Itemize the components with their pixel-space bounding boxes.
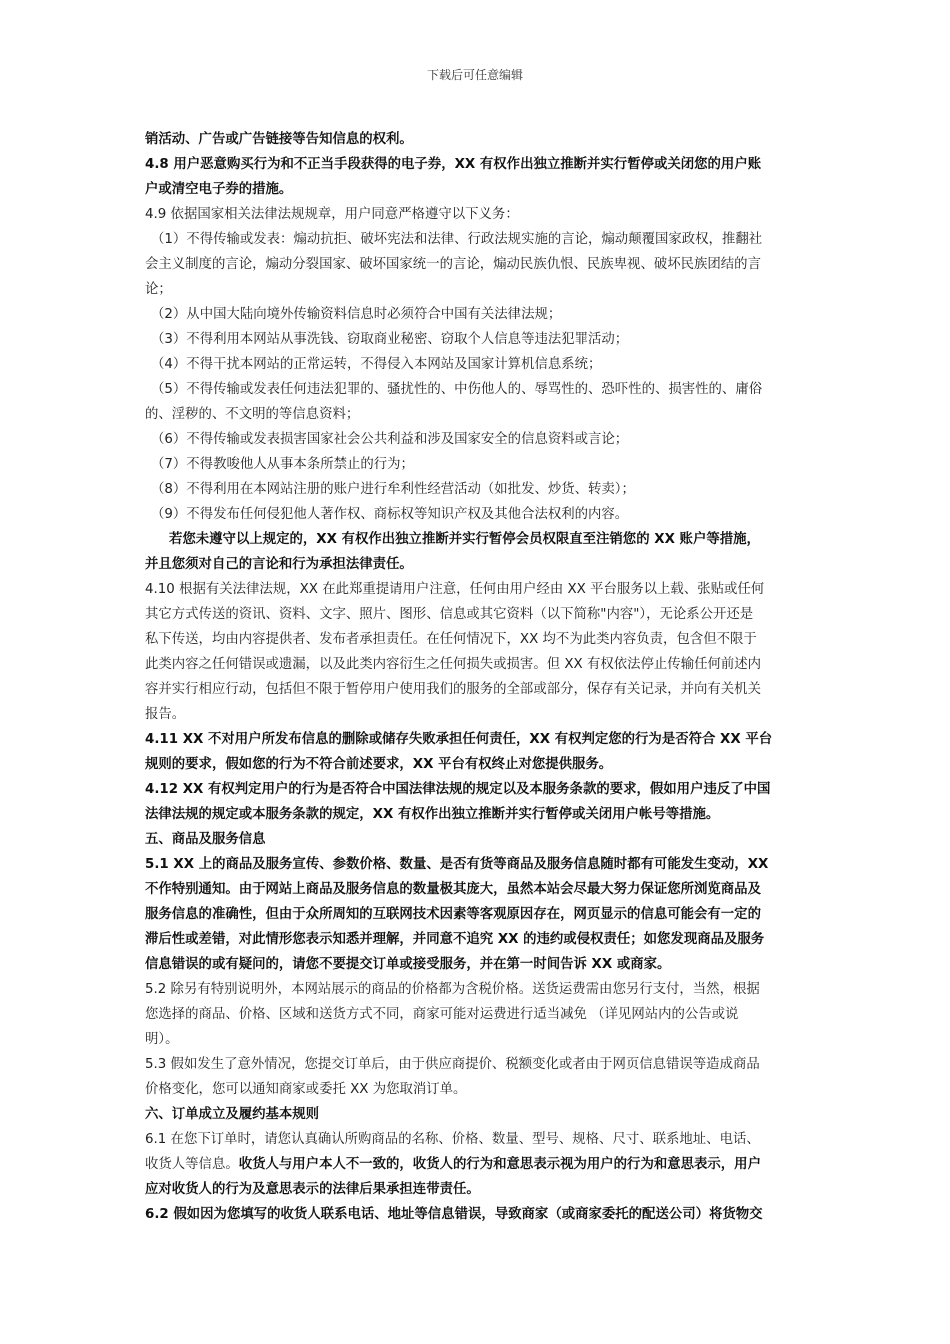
text-line [145, 302, 810, 327]
text-line [145, 752, 810, 777]
text-line [145, 477, 810, 502]
line-text: 应对收货人的行为及意思表示的法律后果承担连带责任。 [145, 1182, 480, 1197]
line-text: 明）。 [145, 1032, 179, 1047]
line-text: 论； [145, 282, 172, 297]
line-text: 6.2 假如因为您填写的收货人联系电话、地址等信息错误，导致商家（或商家委托的配送公司）将货物交 [145, 1207, 763, 1222]
line-text: 私下传送，均由内容提供者、发布者承担责任。在任何情况下，XX 均不为此类内容负责，包含但不限于 [145, 632, 757, 647]
text-line [145, 802, 810, 827]
text-line [145, 1002, 810, 1027]
line-text: 报告。 [145, 707, 186, 722]
line-text: 4.12 XX 有权判定用户的行为是否符合中国法律法规的规定以及本服务条款的要求，假如用户违反了中国 [145, 782, 771, 797]
text-line [145, 1077, 810, 1102]
line-text: 其它方式传送的资讯、资料、文字、照片、图形、信息或其它资料（以下简称"内容"），无论系公开还是 [145, 607, 754, 622]
text-line [145, 827, 810, 852]
text-line [145, 952, 810, 977]
text-line [145, 577, 810, 602]
text-line [145, 852, 810, 877]
line-text: 会主义制度的言论，煽动分裂国家、破坏国家统一的言论，煽动民族仇恨、民族卑视、破坏民族团结的言 [145, 257, 761, 272]
line-text: 容并实行相应行动，包括但不限于暂停用户使用我们的服务的全部或部分，保存有关记录，并向有关机关 [145, 682, 761, 697]
text-line [145, 402, 810, 427]
text-line [145, 377, 810, 402]
text-line [145, 352, 810, 377]
line-text: 信息错误的或有疑问的，请您不要提交订单或接受服务，并在第一时间告诉 XX 或商家。 [145, 957, 671, 972]
line-text: 4.8 用户恶意购买行为和不正当手段获得的电子券，XX 有权作出独立推断并实行暂停或关闭您的用户账 [145, 157, 762, 172]
line-text: 若您未遵守以上规定的，XX 有权作出独立推断并实行暂停会员权限直至注销您的 XX 账户等措施， [169, 532, 760, 547]
line-text: 收货人等信息。 [145, 1157, 239, 1172]
text-line [145, 1152, 810, 1177]
text-line [145, 902, 810, 927]
text-line [145, 627, 810, 652]
line-text: 销活动、广告或广告链接等告知信息的权利。 [145, 132, 413, 147]
line-text: （1）不得传输或发表：煽动抗拒、破坏宪法和法律、行政法规实施的言论，煽动颠覆国家政权，推翻社 [151, 232, 763, 247]
line-text: （2）从中国大陆向境外传输资料信息时必须符合中国有关法律法规； [151, 307, 562, 322]
line-text: 不作特别通知。由于网站上商品及服务信息的数量极其庞大，虽然本站会尽最大努力保证您所浏览商品及 [145, 882, 761, 897]
line-text: 4.11 XX 不对用户所发布信息的删除或储存失败承担任何责任，XX 有权判定您的行为是否符合 XX 平台 [145, 732, 773, 747]
line-text-emphasis: 收货人与用户本人不一致的，收货人的行为和意思表示视为用户的行为和意思表示，用户 [238, 1157, 761, 1172]
text-line [145, 1052, 810, 1077]
text-line [145, 1027, 810, 1052]
line-text: 5.2 除另有特别说明外，本网站展示的商品的价格都为含税价格。送货运费需由您另行支付，当然，根据 [145, 982, 760, 997]
line-text: 5.3 假如发生了意外情况，您提交订单后，由于供应商提价、税额变化或者由于网页信息错误等造成商品 [145, 1057, 760, 1072]
line-text: （9）不得发布任何侵犯他人著作权、商标权等知识产权及其他合法权利的内容。 [151, 507, 629, 522]
text-line [145, 977, 810, 1002]
text-line [145, 777, 810, 802]
text-line [145, 1127, 810, 1152]
line-text: （4）不得干扰本网站的正常运转，不得侵入本网站及国家计算机信息系统； [151, 357, 602, 372]
line-text: 6.1 在您下订单时，请您认真确认所购商品的名称、价格、数量、型号、规格、尺寸、联系地址、电话、 [145, 1132, 760, 1147]
text-line [145, 127, 810, 152]
line-text: （7）不得教唆他人从事本条所禁止的行为； [151, 457, 414, 472]
line-text: 滞后性或差错，对此情形您表示知悉并理解，并同意不追究 XX 的违约或侵权责任；如您发现商品及服务 [145, 932, 765, 947]
text-line [145, 527, 810, 552]
line-text: （5）不得传输或发表任何违法犯罪的、骚扰性的、中伤他人的、辱骂性的、恐吓性的、损害性的、庸俗 [151, 382, 763, 397]
text-line [145, 727, 810, 752]
text-line [145, 427, 810, 452]
line-text: 六、订单成立及履约基本规则 [145, 1107, 320, 1122]
text-line [145, 252, 810, 277]
line-text: 五、商品及服务信息 [145, 832, 266, 847]
document-body [145, 127, 810, 1227]
text-line [145, 152, 810, 177]
text-line [145, 877, 810, 902]
line-text: （8）不得利用在本网站注册的账户进行牟利性经营活动（如批发、炒货、转卖）； [151, 482, 635, 497]
line-text: 价格变化，您可以通知商家或委托 XX 为您取消订单。 [145, 1082, 467, 1097]
text-line [145, 1202, 810, 1227]
text-line [145, 1177, 810, 1202]
text-line [145, 927, 810, 952]
line-text: 服务信息的准确性，但由于众所周知的互联网技术因素等客观原因存在，网页显示的信息可能会有一定的 [145, 907, 761, 922]
line-text: （6）不得传输或发表损害国家社会公共利益和涉及国家安全的信息资料或言论； [151, 432, 629, 447]
text-line [145, 702, 810, 727]
line-text: 的、淫秽的、不文明的等信息资料； [145, 407, 360, 422]
text-line [145, 602, 810, 627]
text-line [145, 227, 810, 252]
line-text: （3）不得利用本网站从事洗钱、窃取商业秘密、窃取个人信息等违法犯罪活动； [151, 332, 629, 347]
line-text: 4.10 根据有关法律法规，XX 在此郑重提请用户注意，任何由用户经由 XX 平台服务以上载、张贴或任何 [145, 582, 765, 597]
line-text: 户或清空电子券的措施。 [145, 182, 293, 197]
text-line [145, 652, 810, 677]
text-line [145, 502, 810, 527]
text-line [145, 327, 810, 352]
text-line [145, 1102, 810, 1127]
line-text: 4.9 依据国家相关法律法规规章，用户同意严格遵守以下义务： [145, 207, 519, 222]
line-text: 您选择的商品、价格、区域和送货方式不同，商家可能对运费进行适当减免 （详见网站内的公告或说 [145, 1007, 739, 1022]
line-text: 规则的要求，假如您的行为不符合前述要求，XX 平台有权终止对您提供服务。 [145, 757, 613, 772]
text-line [145, 202, 810, 227]
text-line [145, 677, 810, 702]
text-line [145, 552, 810, 577]
text-line [145, 452, 810, 477]
page-header: 下载后可任意编辑 [426, 68, 523, 82]
line-text: 并且您须对自己的言论和行为承担法律责任。 [145, 557, 413, 572]
text-line [145, 177, 810, 202]
line-text: 法律法规的规定或本服务条款的规定，XX 有权作出独立推断并实行暂停或关闭用户帐号等措施。 [145, 807, 720, 822]
text-line [145, 277, 810, 302]
line-text: 5.1 XX 上的商品及服务宣传、参数价格、数量、是否有货等商品及服务信息随时都有可能发生变动，XX [145, 857, 769, 872]
line-text: 此类内容之任何错误或遗漏，以及此类内容衍生之任何损失或损害。但 XX 有权依法停止传输任何前述内 [145, 657, 762, 672]
